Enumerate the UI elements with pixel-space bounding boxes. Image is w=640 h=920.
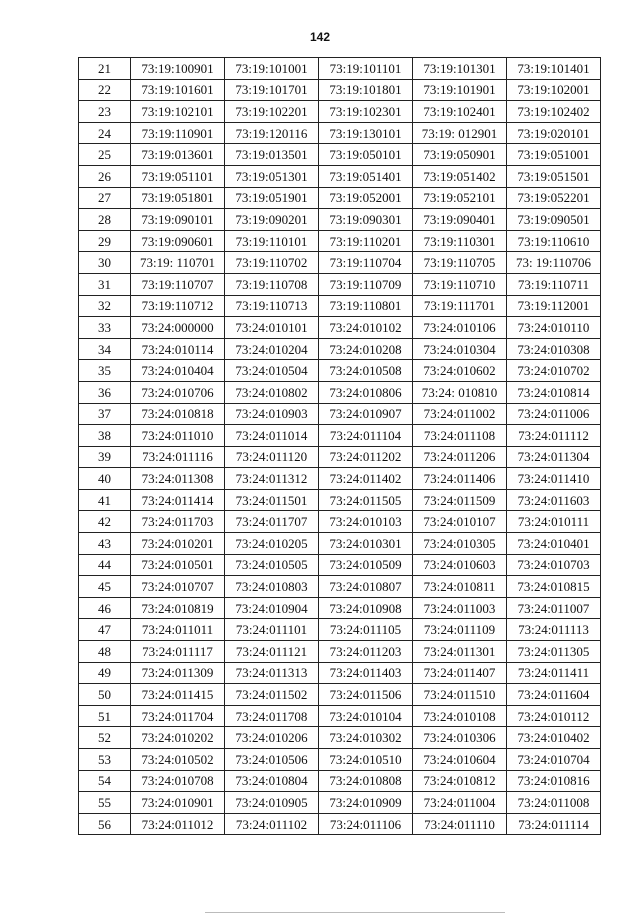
row-number-cell: 35 (79, 360, 131, 382)
cadastral-number-cell: 73:24:010508 (319, 360, 413, 382)
cadastral-number-cell: 73:24:010302 (319, 727, 413, 749)
table-row (79, 317, 601, 339)
row-number-cell: 38 (79, 425, 131, 447)
cadastral-number-cell: 73:19:110704 (319, 252, 413, 274)
cadastral-number-cell: 73:19:051401 (319, 165, 413, 187)
cadastral-number-cell: 73:19:051402 (413, 165, 507, 187)
cadastral-number-cell: 73:24:010603 (413, 554, 507, 576)
cadastral-number-cell: 73:24:010110 (507, 317, 601, 339)
cadastral-number-cell: 73:24:010103 (319, 511, 413, 533)
cadastral-number-cell: 73:24:011108 (413, 425, 507, 447)
cadastral-number-cell: 73:24:000000 (131, 317, 225, 339)
table-row (79, 705, 601, 727)
cadastral-number-cell: 73:19:090501 (507, 209, 601, 231)
cadastral-number-cell: 73:24:011402 (319, 468, 413, 490)
cadastral-number-cell: 73:24:011120 (225, 446, 319, 468)
row-number-cell: 53 (79, 749, 131, 771)
cadastral-number-cell: 73:24: 010810 (413, 381, 507, 403)
cadastral-number-cell: 73:19:013501 (225, 144, 319, 166)
cadastral-number-cell: 73:24:011012 (131, 813, 225, 835)
cadastral-number-cell: 73:24:010111 (507, 511, 601, 533)
cadastral-number-cell: 73:19:101401 (507, 58, 601, 80)
cadastral-number-cell: 73:19:050901 (413, 144, 507, 166)
cadastral-number-cell: 73:19: 110701 (131, 252, 225, 274)
cadastral-number-cell: 73:19:051901 (225, 187, 319, 209)
cadastral-number-cell: 73:19:110801 (319, 295, 413, 317)
cadastral-number-cell: 73:19:102201 (225, 101, 319, 123)
cadastral-number-cell: 73:24:010401 (507, 533, 601, 555)
table-row (79, 684, 601, 706)
table-row (79, 58, 601, 80)
cadastral-number-cell: 73:24:010807 (319, 576, 413, 598)
cadastral-number-table (78, 57, 601, 835)
cadastral-number-cell: 73:24:011414 (131, 489, 225, 511)
row-number-cell: 43 (79, 533, 131, 555)
table-row (79, 403, 601, 425)
row-number-cell: 48 (79, 641, 131, 663)
table-row (79, 425, 601, 447)
cadastral-number-cell: 73:24:011104 (319, 425, 413, 447)
cadastral-number-cell: 73:24:011708 (225, 705, 319, 727)
cadastral-number-cell: 73:24:010402 (507, 727, 601, 749)
cadastral-number-cell: 73:24:010814 (507, 381, 601, 403)
cadastral-number-cell: 73:19:111701 (413, 295, 507, 317)
cadastral-number-cell: 73:24:010907 (319, 403, 413, 425)
row-number-cell: 21 (79, 58, 131, 80)
cadastral-number-cell: 73:19:090301 (319, 209, 413, 231)
cadastral-number-cell: 73:24:010304 (413, 338, 507, 360)
table-row (79, 79, 601, 101)
row-number-cell: 44 (79, 554, 131, 576)
cadastral-number-cell: 73:24:010501 (131, 554, 225, 576)
cadastral-number-cell: 73:24:010107 (413, 511, 507, 533)
cadastral-number-cell: 73:24:010909 (319, 792, 413, 814)
cadastral-number-cell: 73:24:011704 (131, 705, 225, 727)
cadastral-number-cell: 73:24:010806 (319, 381, 413, 403)
table-row (79, 468, 601, 490)
row-number-cell: 27 (79, 187, 131, 209)
cadastral-number-cell: 73:24:010908 (319, 597, 413, 619)
row-number-cell: 23 (79, 101, 131, 123)
cadastral-number-cell: 73:24:010819 (131, 597, 225, 619)
cadastral-number-cell: 73:19:110707 (131, 273, 225, 295)
cadastral-number-cell: 73:19:110101 (225, 230, 319, 252)
cadastral-number-cell: 73:24:010703 (507, 554, 601, 576)
cadastral-number-cell: 73:24:011703 (131, 511, 225, 533)
cadastral-number-cell: 73:24:011110 (413, 813, 507, 835)
cadastral-number-cell: 73:24:010308 (507, 338, 601, 360)
cadastral-number-cell: 73:24:011006 (507, 403, 601, 425)
cadastral-number-cell: 73:24:010502 (131, 749, 225, 771)
cadastral-number-cell: 73:19:100901 (131, 58, 225, 80)
table-row (79, 576, 601, 598)
cadastral-number-cell: 73:24:010506 (225, 749, 319, 771)
cadastral-number-cell: 73:24:010812 (413, 770, 507, 792)
row-number-cell: 30 (79, 252, 131, 274)
cadastral-number-cell: 73:24:011102 (225, 813, 319, 835)
table-row (79, 144, 601, 166)
cadastral-number-cell: 73:19:090201 (225, 209, 319, 231)
cadastral-number-cell: 73:19:102001 (507, 79, 601, 101)
cadastral-number-cell: 73:24:011113 (507, 619, 601, 641)
cadastral-number-cell: 73:24:011410 (507, 468, 601, 490)
row-number-cell: 36 (79, 381, 131, 403)
cadastral-number-cell: 73:24:011707 (225, 511, 319, 533)
cadastral-number-cell: 73:19:051001 (507, 144, 601, 166)
cadastral-number-cell: 73:19:020101 (507, 122, 601, 144)
cadastral-number-cell: 73:24:011301 (413, 641, 507, 663)
table-body (79, 58, 601, 835)
cadastral-number-cell: 73:24:011101 (225, 619, 319, 641)
cadastral-number-cell: 73:24:010706 (131, 381, 225, 403)
table-row (79, 273, 601, 295)
cadastral-number-cell: 73:24:010204 (225, 338, 319, 360)
cadastral-number-cell: 73:19:110712 (131, 295, 225, 317)
cadastral-number-cell: 73:24:010301 (319, 533, 413, 555)
cadastral-number-cell: 73:24:011312 (225, 468, 319, 490)
cadastral-number-cell: 73:19:110201 (319, 230, 413, 252)
cadastral-number-cell: 73:24:011411 (507, 662, 601, 684)
cadastral-number-cell: 73:24:010905 (225, 792, 319, 814)
cadastral-number-cell: 73:24:010811 (413, 576, 507, 598)
table-row (79, 101, 601, 123)
table-row (79, 813, 601, 835)
cadastral-number-cell: 73:19:112001 (507, 295, 601, 317)
cadastral-number-cell: 73:24:011109 (413, 619, 507, 641)
cadastral-number-cell: 73:24:010106 (413, 317, 507, 339)
row-number-cell: 56 (79, 813, 131, 835)
table-row (79, 230, 601, 252)
cadastral-number-cell: 73:24:011203 (319, 641, 413, 663)
cadastral-number-cell: 73:24:010114 (131, 338, 225, 360)
cadastral-number-cell: 73:19:102402 (507, 101, 601, 123)
cadastral-number-cell: 73:19:120116 (225, 122, 319, 144)
table-row (79, 533, 601, 555)
cadastral-number-cell: 73:24:011117 (131, 641, 225, 663)
cadastral-number-cell: 73:19:101701 (225, 79, 319, 101)
row-number-cell: 32 (79, 295, 131, 317)
cadastral-number-cell: 73:24:011003 (413, 597, 507, 619)
table-row (79, 489, 601, 511)
cadastral-number-cell: 73:24:010818 (131, 403, 225, 425)
row-number-cell: 50 (79, 684, 131, 706)
row-number-cell: 26 (79, 165, 131, 187)
cadastral-number-cell: 73:24:011403 (319, 662, 413, 684)
cadastral-number-cell: 73:24:010804 (225, 770, 319, 792)
cadastral-number-cell: 73:24:010404 (131, 360, 225, 382)
cadastral-number-cell: 73:24:011105 (319, 619, 413, 641)
cadastral-number-cell: 73:19:052101 (413, 187, 507, 209)
cadastral-number-cell: 73:24:011206 (413, 446, 507, 468)
table-row (79, 165, 601, 187)
cadastral-number-cell: 73:24:010704 (507, 749, 601, 771)
row-number-cell: 31 (79, 273, 131, 295)
cadastral-number-cell: 73:24:010815 (507, 576, 601, 598)
cadastral-number-cell: 73:24:011510 (413, 684, 507, 706)
cadastral-number-cell: 73:24:010802 (225, 381, 319, 403)
cadastral-number-cell: 73:24:011313 (225, 662, 319, 684)
cadastral-number-cell: 73:24:011309 (131, 662, 225, 684)
cadastral-number-cell: 73:19:110711 (507, 273, 601, 295)
cadastral-number-cell: 73:24:011002 (413, 403, 507, 425)
table-row (79, 597, 601, 619)
cadastral-number-cell: 73:19: 012901 (413, 122, 507, 144)
cadastral-number-cell: 73:24:011004 (413, 792, 507, 814)
cadastral-number-cell: 73:24:010201 (131, 533, 225, 555)
table-row (79, 619, 601, 641)
page-number: 142 (309, 30, 331, 44)
row-number-cell: 51 (79, 705, 131, 727)
table-row (79, 360, 601, 382)
cadastral-number-cell: 73:24:010808 (319, 770, 413, 792)
cadastral-number-cell: 73:24:010803 (225, 576, 319, 598)
cadastral-number-cell: 73:24:010205 (225, 533, 319, 555)
cadastral-number-cell: 73:19:050101 (319, 144, 413, 166)
row-number-cell: 39 (79, 446, 131, 468)
cadastral-number-cell: 73:24:011502 (225, 684, 319, 706)
row-number-cell: 52 (79, 727, 131, 749)
cadastral-number-cell: 73:24:010901 (131, 792, 225, 814)
table-row (79, 511, 601, 533)
row-number-cell: 45 (79, 576, 131, 598)
cadastral-number-cell: 73:24:010202 (131, 727, 225, 749)
row-number-cell: 46 (79, 597, 131, 619)
cadastral-number-cell: 73:24:011505 (319, 489, 413, 511)
cadastral-number-cell: 73: 19:110706 (507, 252, 601, 274)
table-row (79, 252, 601, 274)
cadastral-number-cell: 73:24:010510 (319, 749, 413, 771)
cadastral-number-cell: 73:19:110301 (413, 230, 507, 252)
cadastral-number-cell: 73:24:011603 (507, 489, 601, 511)
cadastral-number-cell: 73:19:052001 (319, 187, 413, 209)
cadastral-number-cell: 73:19:130101 (319, 122, 413, 144)
table-row (79, 792, 601, 814)
cadastral-number-cell: 73:24:010208 (319, 338, 413, 360)
cadastral-number-cell: 73:19:102301 (319, 101, 413, 123)
cadastral-number-cell: 73:24:011008 (507, 792, 601, 814)
cadastral-number-cell: 73:24:010509 (319, 554, 413, 576)
cadastral-number-cell: 73:19:110709 (319, 273, 413, 295)
table-row (79, 554, 601, 576)
cadastral-number-cell: 73:19:110713 (225, 295, 319, 317)
cadastral-number-cell: 73:24:011010 (131, 425, 225, 447)
cadastral-number-cell: 73:24:010707 (131, 576, 225, 598)
cadastral-number-cell: 73:19:102401 (413, 101, 507, 123)
table-row (79, 209, 601, 231)
cadastral-number-cell: 73:24:011509 (413, 489, 507, 511)
cadastral-number-cell: 73:24:011202 (319, 446, 413, 468)
cadastral-number-cell: 73:19:101301 (413, 58, 507, 80)
cadastral-number-cell: 73:19:102101 (131, 101, 225, 123)
cadastral-number-cell: 73:19:051801 (131, 187, 225, 209)
cadastral-number-cell: 73:19:110901 (131, 122, 225, 144)
row-number-cell: 47 (79, 619, 131, 641)
cadastral-number-cell: 73:24:011011 (131, 619, 225, 641)
cadastral-number-cell: 73:24:011308 (131, 468, 225, 490)
row-number-cell: 37 (79, 403, 131, 425)
cadastral-number-cell: 73:24:011304 (507, 446, 601, 468)
cadastral-number-cell: 73:19:013601 (131, 144, 225, 166)
page-footer-rule (205, 912, 505, 913)
row-number-cell: 33 (79, 317, 131, 339)
cadastral-number-cell: 73:24:010104 (319, 705, 413, 727)
cadastral-number-cell: 73:24:011501 (225, 489, 319, 511)
cadastral-number-cell: 73:24:010102 (319, 317, 413, 339)
row-number-cell: 28 (79, 209, 131, 231)
cadastral-number-cell: 73:24:010702 (507, 360, 601, 382)
cadastral-number-cell: 73:19:051101 (131, 165, 225, 187)
cadastral-number-cell: 73:24:010101 (225, 317, 319, 339)
table-row (79, 187, 601, 209)
row-number-cell: 49 (79, 662, 131, 684)
row-number-cell: 25 (79, 144, 131, 166)
cadastral-number-cell: 73:19:110710 (413, 273, 507, 295)
cadastral-number-cell: 73:24:010903 (225, 403, 319, 425)
cadastral-number-cell: 73:24:010708 (131, 770, 225, 792)
cadastral-number-cell: 73:19:101101 (319, 58, 413, 80)
cadastral-number-cell: 73:19:101001 (225, 58, 319, 80)
table-row (79, 446, 601, 468)
cadastral-number-cell: 73:24:011406 (413, 468, 507, 490)
row-number-cell: 54 (79, 770, 131, 792)
cadastral-number-cell: 73:24:010816 (507, 770, 601, 792)
cadastral-number-cell: 73:19:090101 (131, 209, 225, 231)
cadastral-number-cell: 73:24:011305 (507, 641, 601, 663)
cadastral-number-cell: 73:19:110702 (225, 252, 319, 274)
cadastral-number-cell: 73:19:101601 (131, 79, 225, 101)
cadastral-number-cell: 73:24:010108 (413, 705, 507, 727)
cadastral-number-cell: 73:24:011007 (507, 597, 601, 619)
cadastral-number-cell: 73:19:051301 (225, 165, 319, 187)
cadastral-number-cell: 73:19:110708 (225, 273, 319, 295)
cadastral-number-cell: 73:24:010504 (225, 360, 319, 382)
cadastral-number-cell: 73:24:011121 (225, 641, 319, 663)
cadastral-number-cell: 73:19:110705 (413, 252, 507, 274)
table-row (79, 727, 601, 749)
row-number-cell: 41 (79, 489, 131, 511)
cadastral-number-cell: 73:24:011604 (507, 684, 601, 706)
table-row (79, 122, 601, 144)
cadastral-number-cell: 73:24:010505 (225, 554, 319, 576)
cadastral-number-cell: 73:19:051501 (507, 165, 601, 187)
cadastral-number-cell: 73:24:010206 (225, 727, 319, 749)
cadastral-number-cell: 73:24:011407 (413, 662, 507, 684)
row-number-cell: 29 (79, 230, 131, 252)
cadastral-number-cell: 73:24:011116 (131, 446, 225, 468)
cadastral-number-cell: 73:19:052201 (507, 187, 601, 209)
row-number-cell: 22 (79, 79, 131, 101)
cadastral-number-cell: 73:19:101901 (413, 79, 507, 101)
cadastral-number-cell: 73:24:011014 (225, 425, 319, 447)
cadastral-number-cell: 73:24:011114 (507, 813, 601, 835)
row-number-cell: 55 (79, 792, 131, 814)
table-row (79, 749, 601, 771)
cadastral-number-cell: 73:24:010904 (225, 597, 319, 619)
table-row (79, 381, 601, 403)
cadastral-number-cell: 73:24:010306 (413, 727, 507, 749)
cadastral-number-cell: 73:24:011415 (131, 684, 225, 706)
table-row (79, 641, 601, 663)
cadastral-number-cell: 73:24:010602 (413, 360, 507, 382)
cadastral-number-cell: 73:24:011106 (319, 813, 413, 835)
table-row (79, 338, 601, 360)
cadastral-number-cell: 73:24:010604 (413, 749, 507, 771)
table-row (79, 770, 601, 792)
cadastral-number-cell: 73:24:010112 (507, 705, 601, 727)
cadastral-number-cell: 73:24:011506 (319, 684, 413, 706)
cadastral-number-cell: 73:19:090601 (131, 230, 225, 252)
cadastral-number-cell: 73:19:101801 (319, 79, 413, 101)
cadastral-number-cell: 73:24:010305 (413, 533, 507, 555)
table-row (79, 295, 601, 317)
row-number-cell: 34 (79, 338, 131, 360)
row-number-cell: 42 (79, 511, 131, 533)
cadastral-number-cell: 73:19:110610 (507, 230, 601, 252)
row-number-cell: 40 (79, 468, 131, 490)
table-row (79, 662, 601, 684)
cadastral-number-cell: 73:24:011112 (507, 425, 601, 447)
cadastral-number-cell: 73:19:090401 (413, 209, 507, 231)
row-number-cell: 24 (79, 122, 131, 144)
